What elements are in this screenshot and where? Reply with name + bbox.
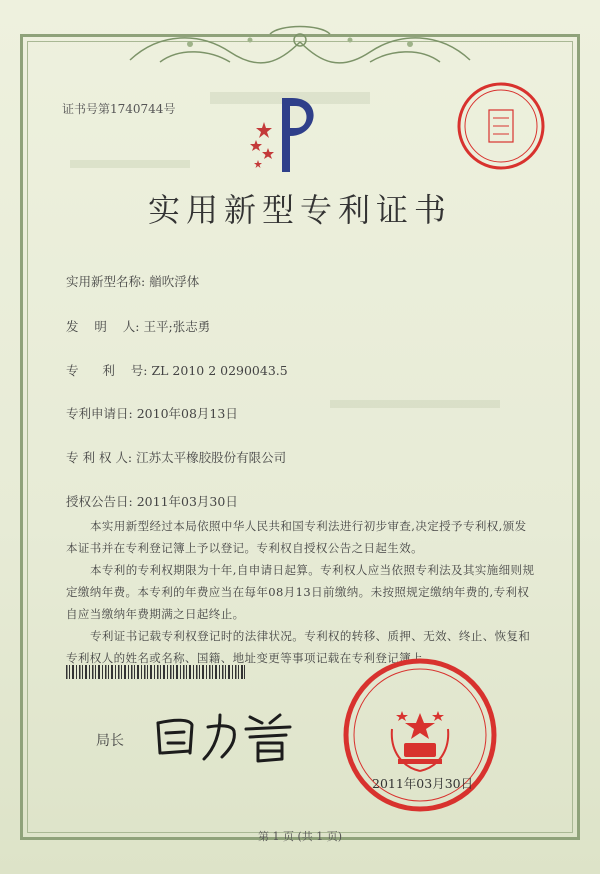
field-patent-number [66, 361, 288, 379]
barcode-icon [66, 665, 246, 679]
field-label: 发 明 人: [66, 319, 140, 334]
body-paragraph: 本专利的专利权期限为十年,自申请日起算。专利权人应当依照专利法及其实施细则规定缴纳年费。本专利的年费应当在每年08月13日前缴纳。未按照规定缴纳年费的,专利权自应当缴纳年费期满之日起终止。 [66, 563, 535, 621]
director-signature-icon [150, 705, 300, 765]
top-ornament-icon [120, 22, 480, 70]
body-paragraph: 本实用新型经过本局依照中华人民共和国专利法进行初步审查,决定授予专利权,颁发本证书并在专利登记簿上予以登记。专利权自授权公告之日起生效。 [66, 519, 527, 555]
seal-date: 2011年03月30日 [372, 776, 474, 791]
field-utility-model-name [66, 272, 199, 290]
field-value: 2011年03月30日 [136, 494, 238, 509]
field-value: ZL 2010 2 0290043.5 [151, 363, 288, 378]
field-value: 2010年08月13日 [136, 406, 238, 421]
field-label: 专 利 权 人: [66, 450, 133, 465]
agency-seal-icon [455, 80, 547, 172]
body-paragraph: 专利证书记载专利权登记时的法律状况。专利权的转移、质押、无效、终止、恢复和专利权人的姓名或名称、国籍、地址变更等事项记载在专利登记簿上。 [66, 629, 531, 665]
certificate-title: 实用新型专利证书 [147, 191, 452, 229]
page-footer: 第 1 页 (共 1 页) [257, 830, 343, 843]
director-label: 局长 [96, 733, 124, 749]
patent-office-logo-icon [248, 88, 328, 178]
field-patentee [66, 448, 286, 466]
field-value: 江苏太平橡胶股份有限公司 [136, 450, 287, 465]
field-filing-date [66, 404, 238, 422]
field-inventor [66, 317, 210, 335]
field-label: 专利申请日: [66, 406, 133, 421]
field-value: 艏吹浮体 [149, 274, 200, 289]
field-grant-date [66, 492, 238, 510]
field-value: 王平;张志勇 [143, 319, 211, 334]
field-label: 专 利 号: [66, 363, 148, 378]
field-label: 实用新型名称: [66, 274, 146, 289]
certificate-number: 证书号第1740744号 [62, 102, 176, 116]
field-label: 授权公告日: [66, 494, 133, 509]
